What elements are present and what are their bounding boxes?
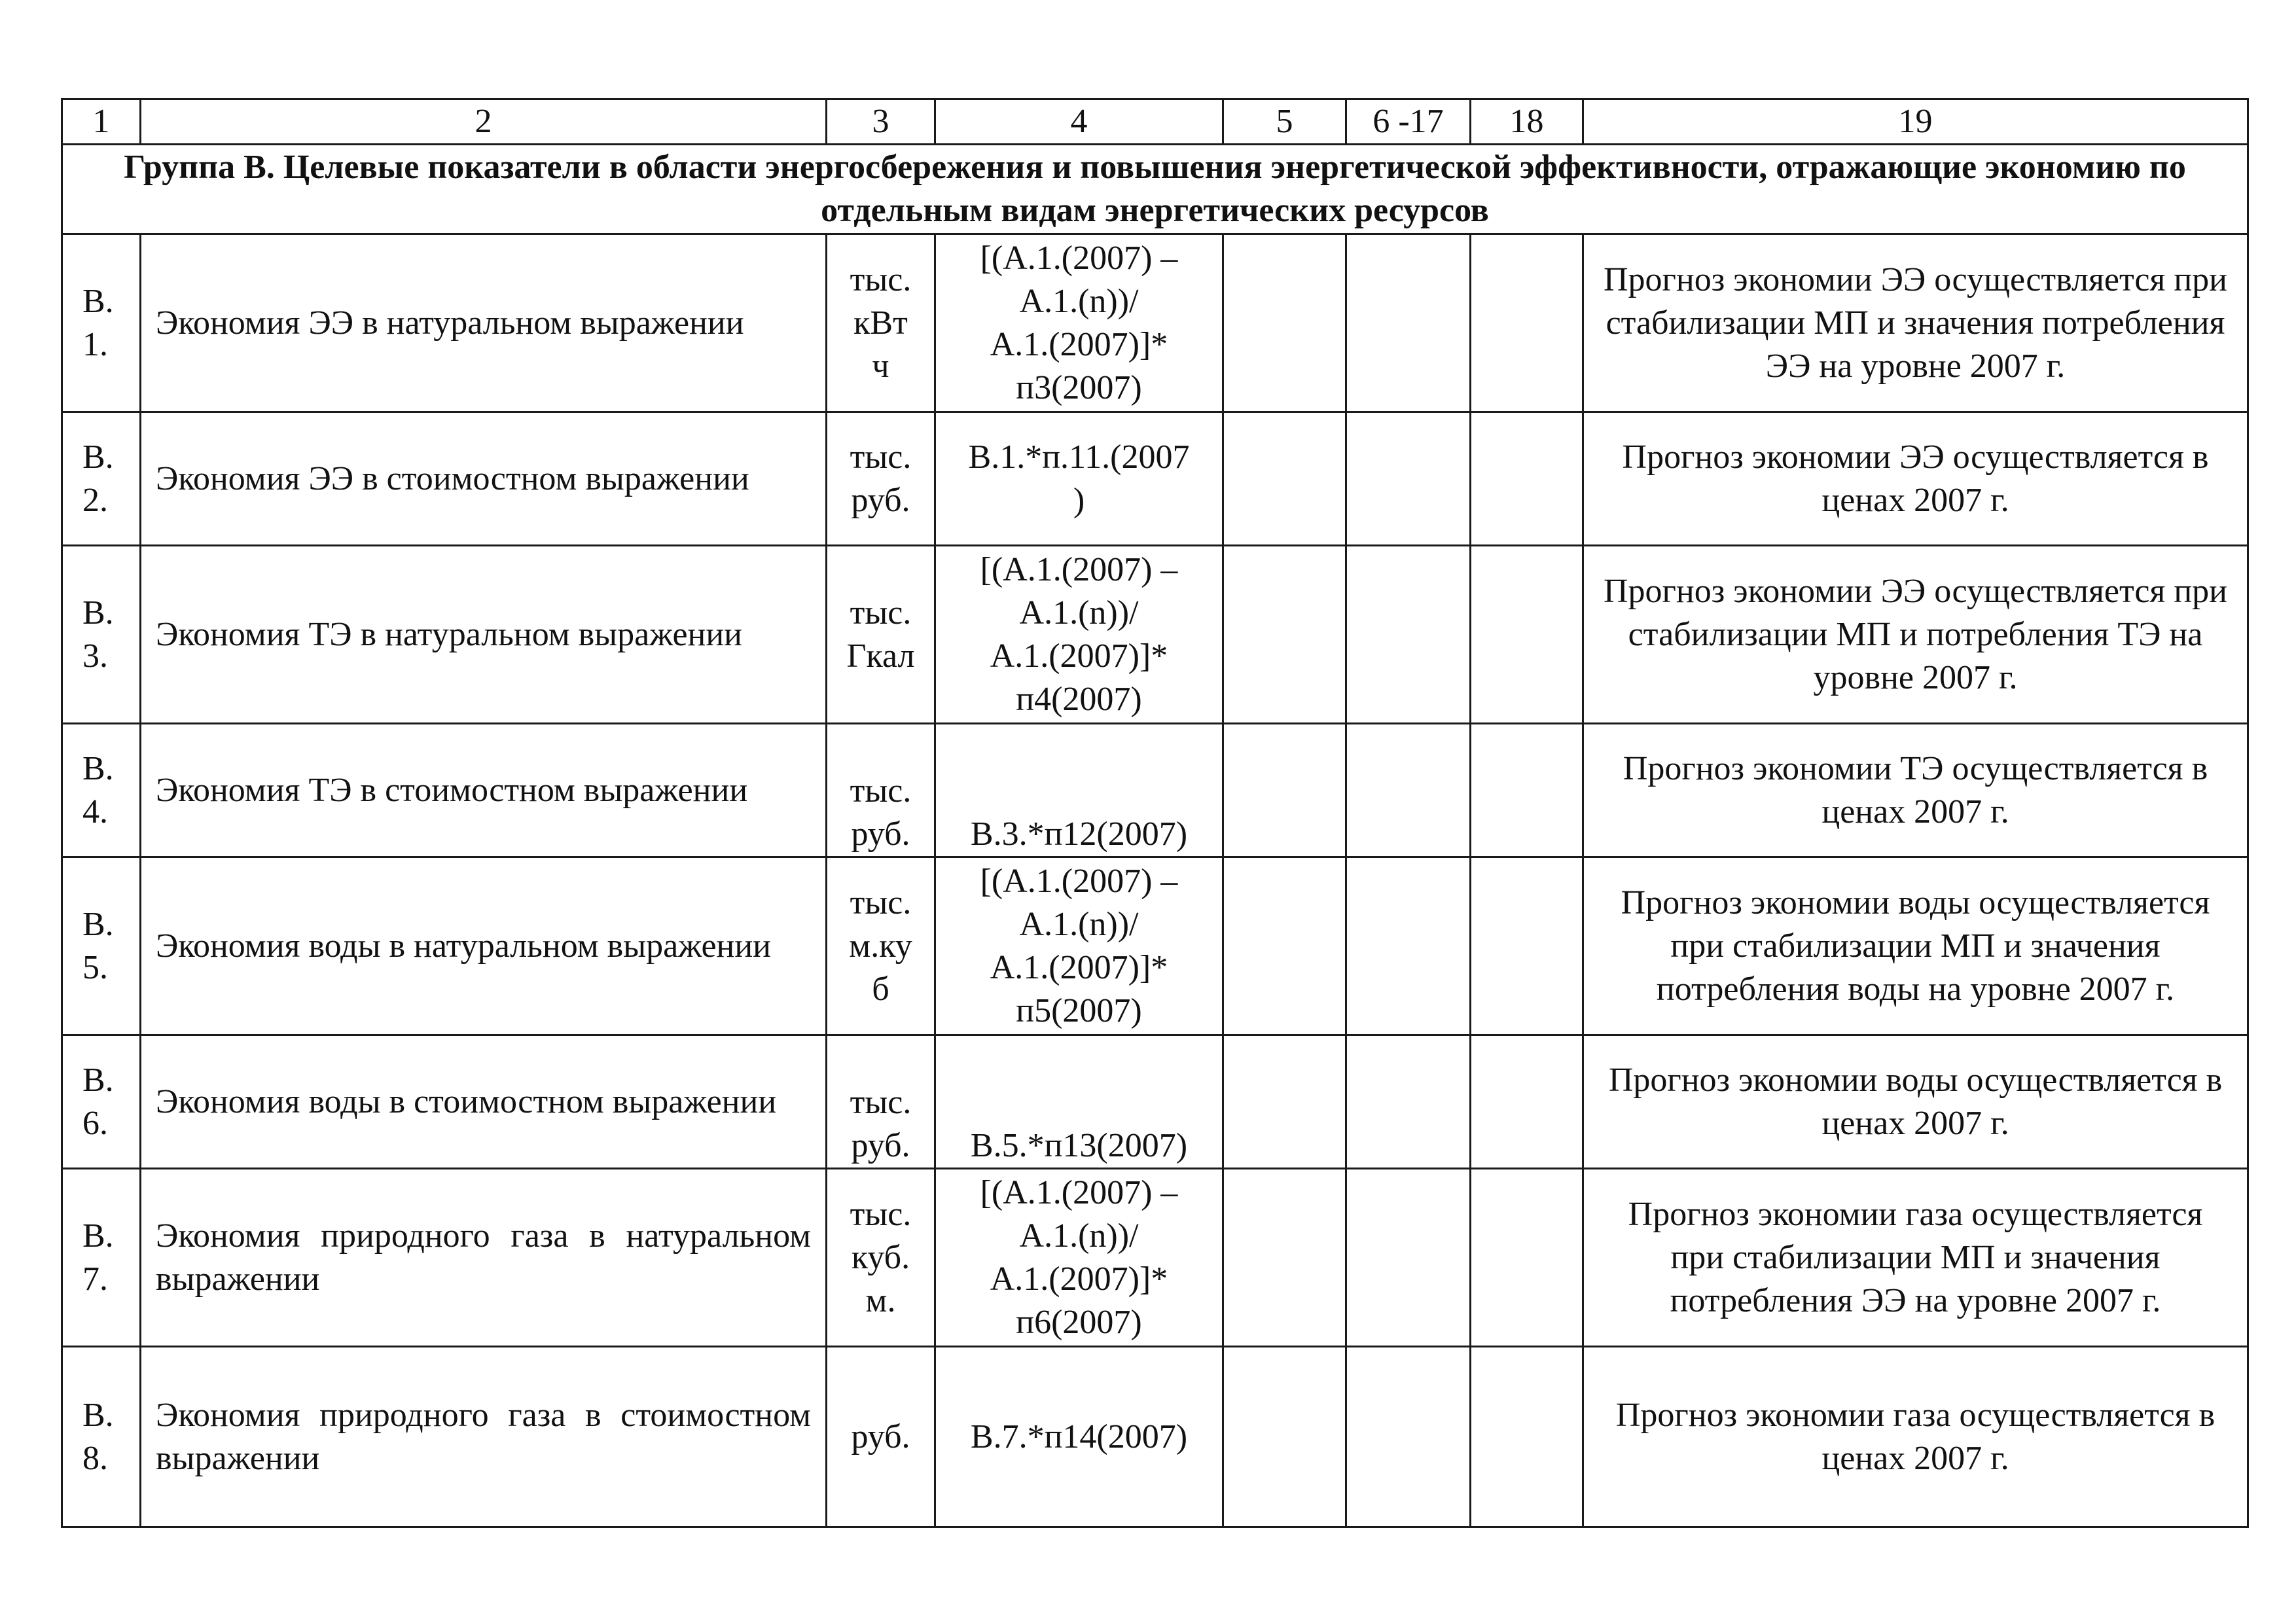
note-cell: Прогноз экономии газа осуществляется в ценах 2007 г. <box>1583 1347 2248 1527</box>
value-cell-6-17 <box>1346 857 1471 1035</box>
row-number: В. 8. <box>62 1347 141 1527</box>
indicator-name: Экономия природного газа в натуральном выражении <box>141 1169 827 1347</box>
value-cell-5 <box>1223 1347 1346 1527</box>
indicator-name: Экономия воды в стоимостном выражении <box>141 1035 827 1169</box>
unit-cell: тыс. руб. <box>827 412 935 546</box>
unit-cell: тыс. Гкал <box>827 546 935 724</box>
column-number: 6 -17 <box>1346 99 1471 145</box>
unit-cell: тыс. кВт ч <box>827 234 935 412</box>
value-cell-6-17 <box>1346 724 1471 857</box>
value-cell-6-17 <box>1346 1169 1471 1347</box>
value-cell-18 <box>1471 724 1583 857</box>
indicator-name: Экономия ТЭ в стоимостном выражении <box>141 724 827 857</box>
formula-cell: В.3.*п12(2007) <box>935 724 1223 857</box>
value-cell-5 <box>1223 1169 1346 1347</box>
row-number: В. 7. <box>62 1169 141 1347</box>
column-number: 19 <box>1583 99 2248 145</box>
formula-cell: [(А.1.(2007) – А.1.(n))/ А.1.(2007)]* п6(2007) <box>935 1169 1223 1347</box>
unit-cell: тыс. руб. <box>827 1035 935 1169</box>
value-cell-18 <box>1471 546 1583 724</box>
table-row <box>62 724 2248 857</box>
value-cell-18 <box>1471 1035 1583 1169</box>
row-number: В. 1. <box>62 234 141 412</box>
note-cell: Прогноз экономии ЭЭ осуществляется при стабилизации МП и значения потребления ЭЭ на уровне 2007 г. <box>1583 234 2248 412</box>
indicator-name: Экономия ЭЭ в натуральном выражении <box>141 234 827 412</box>
column-number: 5 <box>1223 99 1346 145</box>
column-number: 3 <box>827 99 935 145</box>
column-number: 18 <box>1471 99 1583 145</box>
indicator-name: Экономия ЭЭ в стоимостном выражении <box>141 412 827 546</box>
value-cell-6-17 <box>1346 1035 1471 1169</box>
value-cell-5 <box>1223 1035 1346 1169</box>
formula-cell: В.5.*п13(2007) <box>935 1035 1223 1169</box>
note-cell: Прогноз экономии воды осуществляется при стабилизации МП и значения потребления воды на уровне 2007 г. <box>1583 857 2248 1035</box>
value-cell-6-17 <box>1346 234 1471 412</box>
value-cell-18 <box>1471 1347 1583 1527</box>
indicator-name: Экономия природного газа в стоимостном выражении <box>141 1347 827 1527</box>
column-number: 2 <box>141 99 827 145</box>
note-cell: Прогноз экономии ЭЭ осуществляется при стабилизации МП и потребления ТЭ на уровне 2007 г. <box>1583 546 2248 724</box>
value-cell-18 <box>1471 1169 1583 1347</box>
table-row <box>62 1169 2248 1347</box>
unit-cell: руб. <box>827 1347 935 1527</box>
formula-cell: [(А.1.(2007) – А.1.(n))/ А.1.(2007)]* п5(2007) <box>935 857 1223 1035</box>
unit-cell: тыс. руб. <box>827 724 935 857</box>
formula-cell: В.7.*п14(2007) <box>935 1347 1223 1527</box>
table-row <box>62 234 2248 412</box>
value-cell-6-17 <box>1346 412 1471 546</box>
row-number: В. 3. <box>62 546 141 724</box>
column-number: 1 <box>62 99 141 145</box>
unit-cell: тыс. куб. м. <box>827 1169 935 1347</box>
value-cell-5 <box>1223 857 1346 1035</box>
indicator-name: Экономия воды в натуральном выражении <box>141 857 827 1035</box>
value-cell-6-17 <box>1346 546 1471 724</box>
unit-cell: тыс. м.ку б <box>827 857 935 1035</box>
group-title: Группа В. Целевые показатели в области энергосбережения и повышения энергетической эффективности, отражающие экономию по отдельным видам энергетических ресурсов <box>62 145 2248 234</box>
value-cell-18 <box>1471 412 1583 546</box>
note-cell: Прогноз экономии газа осуществляется при стабилизации МП и значения потребления ЭЭ на уровне 2007 г. <box>1583 1169 2248 1347</box>
value-cell-5 <box>1223 234 1346 412</box>
row-number: В. 6. <box>62 1035 141 1169</box>
row-number: В. 5. <box>62 857 141 1035</box>
formula-cell: В.1.*п.11.(2007 ) <box>935 412 1223 546</box>
value-cell-5 <box>1223 546 1346 724</box>
table-row <box>62 1035 2248 1169</box>
column-number-row <box>62 99 2248 145</box>
group-title-row <box>62 145 2248 234</box>
value-cell-6-17 <box>1346 1347 1471 1527</box>
value-cell-18 <box>1471 234 1583 412</box>
table-row <box>62 412 2248 546</box>
indicators-table <box>61 98 2249 1528</box>
value-cell-5 <box>1223 412 1346 546</box>
value-cell-18 <box>1471 857 1583 1035</box>
row-number: В. 2. <box>62 412 141 546</box>
formula-cell: [(А.1.(2007) – А.1.(n))/ А.1.(2007)]* п4(2007) <box>935 546 1223 724</box>
note-cell: Прогноз экономии воды осуществляется в ценах 2007 г. <box>1583 1035 2248 1169</box>
table-row <box>62 857 2248 1035</box>
indicator-name: Экономия ТЭ в натуральном выражении <box>141 546 827 724</box>
row-number: В. 4. <box>62 724 141 857</box>
formula-cell: [(А.1.(2007) – А.1.(n))/ А.1.(2007)]* п3(2007) <box>935 234 1223 412</box>
column-number: 4 <box>935 99 1223 145</box>
table-row <box>62 1347 2248 1527</box>
value-cell-5 <box>1223 724 1346 857</box>
table-row <box>62 546 2248 724</box>
note-cell: Прогноз экономии ТЭ осуществляется в ценах 2007 г. <box>1583 724 2248 857</box>
note-cell: Прогноз экономии ЭЭ осуществляется в ценах 2007 г. <box>1583 412 2248 546</box>
